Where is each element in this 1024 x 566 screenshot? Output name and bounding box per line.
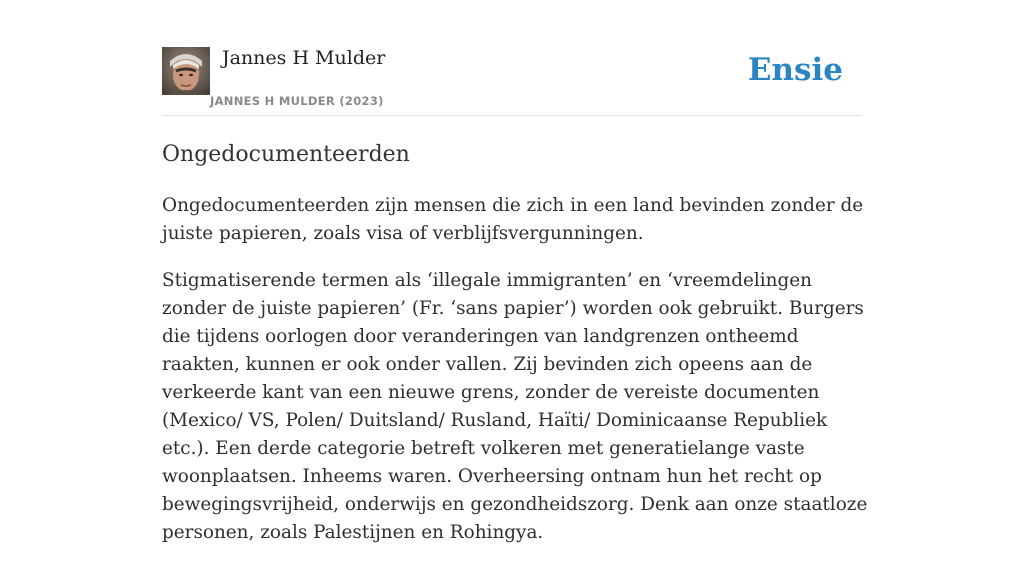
article-paragraph: Ongedocumenteerden zijn mensen die zich in een land bevinden zonder de juiste papieren, zoals visa of verblijfsvergunningen.	[162, 195, 864, 244]
article-paragraph: Stigmatiserende termen als ‘illegale immigranten’ en ‘vreemdelingen zonder de juiste papieren’ (Fr. ‘sans papier’) worden ook gebruikt. Burgers die tijdens oorlogen door veranderingen van landgrenzen ontheemd raakten, kunnen er ook onder vallen. Zij bevinden zich opeens aan de verkeerde kant van een nieuwe grens, zonder de vereiste documenten (Mexico/ VS, Polen/ Duitsland/ Rusland, Haïti/ Dominicaanse Republiek etc.). Een derde categorie betreft volkeren met generatielange vaste woonplaatsen. Inheems waren. Overheersing ontnam hun het recht op bewegingsvrijheid, onderwijs en gezondheidszorg. Denk aan onze staatloze personen, zoals Palestijnen en Rohingya.	[162, 270, 868, 543]
article-body	[162, 192, 872, 566]
author-photo	[162, 47, 210, 95]
header-divider	[162, 115, 862, 116]
article-header	[162, 46, 862, 116]
article-title: Ongedocumenteerden	[162, 142, 410, 167]
ensie-logo[interactable]: Ensie	[747, 52, 843, 88]
author-byline: JANNES H MULDER (2023)	[210, 94, 384, 108]
author-avatar[interactable]	[162, 47, 210, 95]
author-name[interactable]: Jannes H Mulder	[222, 47, 386, 69]
